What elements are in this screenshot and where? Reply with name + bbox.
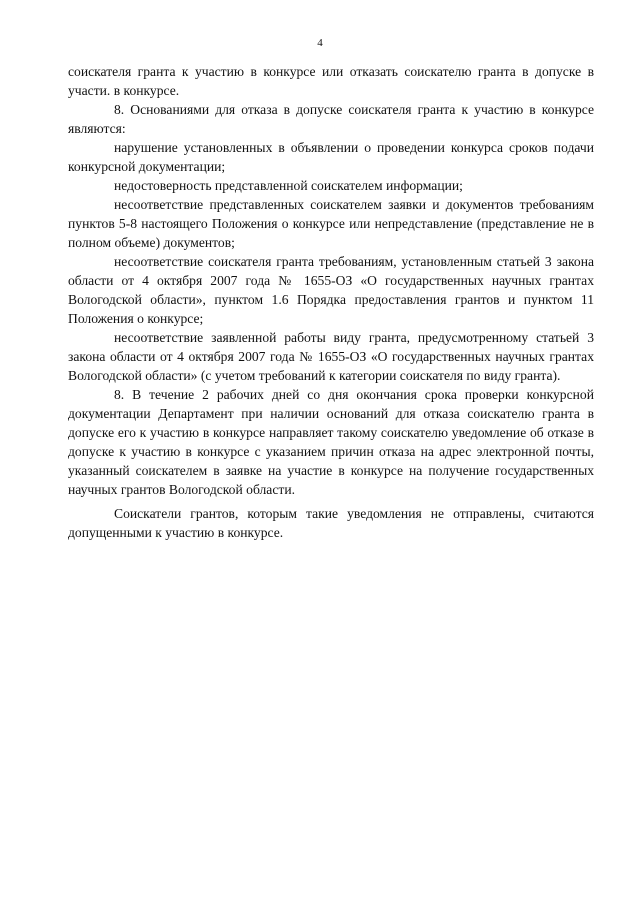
paragraph-ground-deadline: нарушение установленных в объявлении о проведении конкурса сроков подачи конкурсной документации; [68, 140, 594, 174]
document-body [68, 62, 594, 542]
paragraph-grounds-heading: 8. Основаниями для отказа в допуске соискателя гранта к участию в конкурсе являются: [68, 102, 594, 136]
paragraph-ground-work-type: несоответствие заявленной работы виду гранта, предусмотренному статьей 3 закона области от 4 октября 2007 года № 1655-ОЗ «О государственных научных грантах Вологодской области» (с учетом требований к категории соискателя по виду гранта). [68, 330, 594, 383]
paragraph-notification: 8. В течение 2 рабочих дней со дня окончания срока проверки конкурсной документации Департамент при наличии оснований для отказа соискателю гранта в допуске его к участию в конкурсе направляет такому соискателю уведомление об отказе в допуске к участию в конкурсе с указанием причин отказа на адрес электронной почты, указанный соискателем в заявке на участие в конкурсе на получение государственных научных грантов Вологодской области. [68, 387, 594, 497]
paragraph-ground-documents: несоответствие представленных соискателем заявки и документов требованиям пунктов 5-8 настоящего Положения о конкурсе или непредставление (представление не в полном объеме) документов; [68, 197, 594, 250]
paragraph-continuation: соискателя гранта к участию в конкурсе или отказать соискателю гранта в допуске в участи. в конкурсе. [68, 64, 594, 98]
paragraph-ground-false-info: недостоверность представленной соискателем информации; [114, 178, 463, 193]
paragraph-admitted: Соискатели грантов, которым такие уведомления не отправлены, считаются допущенными к участию в конкурсе. [68, 506, 594, 540]
page-number: 4 [317, 37, 323, 49]
paragraph-ground-applicant: несоответствие соискателя гранта требованиям, установленным статьей 3 закона области от 4 октября 2007 года № 1655-ОЗ «О государственных научных грантах Вологодской области», пунктом 1.6 Порядка предоставления грантов и пунктом 11 Положения о конкурсе; [68, 254, 594, 326]
